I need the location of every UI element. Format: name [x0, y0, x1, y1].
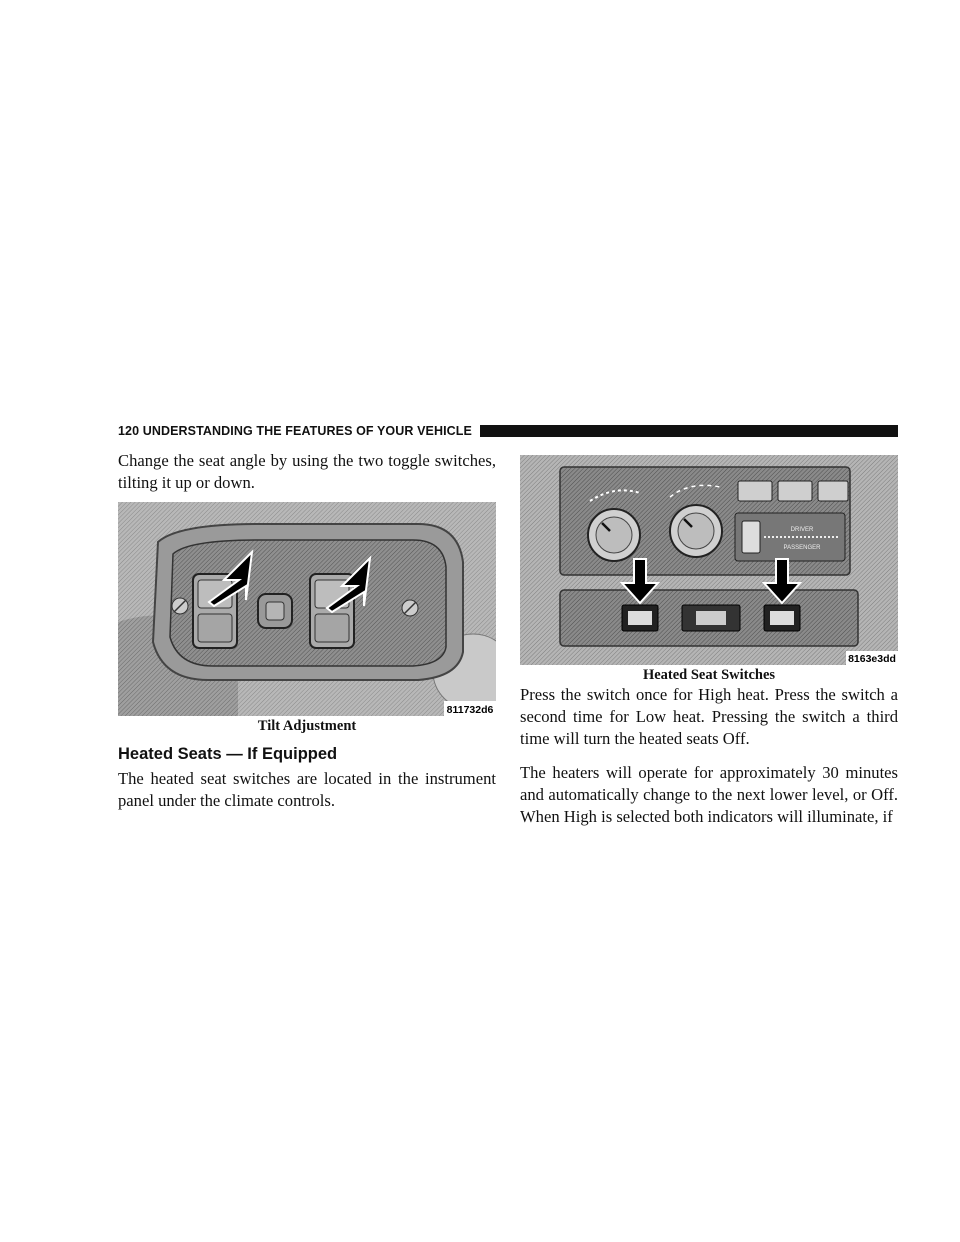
right-column — [520, 455, 898, 828]
intro-paragraph: Change the seat angle by using the two toggle switches, tilting it up or down. — [118, 451, 496, 492]
passenger-label: PASSENGER — [783, 545, 821, 551]
climate-panel-illustration — [520, 455, 898, 665]
driver-label: DRIVER — [790, 527, 814, 533]
tilt-adjustment-figure — [118, 502, 496, 716]
figure-code: 8163e3dd — [848, 653, 896, 665]
figure-caption: Heated Seat Switches — [642, 667, 776, 683]
header-rule — [480, 425, 898, 437]
timer-paragraph: The heaters will operate for approximately 30 minutes and automatically change to the next lower level, or Off. When High is selected both indicators will illuminate, if — [520, 763, 898, 826]
page-number-title: 120 UNDERSTANDING THE FEATURES OF YOUR VEHICLE — [118, 424, 472, 438]
page-header — [118, 421, 898, 441]
tilt-switch-illustration — [118, 502, 496, 716]
section-title: Heated Seats — If Equipped — [118, 745, 338, 763]
heated-seat-switches-figure — [520, 455, 898, 665]
figure-caption: Tilt Adjustment — [257, 718, 357, 734]
left-column — [118, 450, 496, 812]
figure-code: 811732d6 — [446, 704, 494, 716]
operation-paragraph: Press the switch once for High heat. Press the switch a second time for Low heat. Pressing the switch a third time will turn the heated seats Off. — [520, 685, 898, 748]
section-paragraph: The heated seat switches are located in the instrument panel under the climate controls. — [118, 769, 496, 810]
